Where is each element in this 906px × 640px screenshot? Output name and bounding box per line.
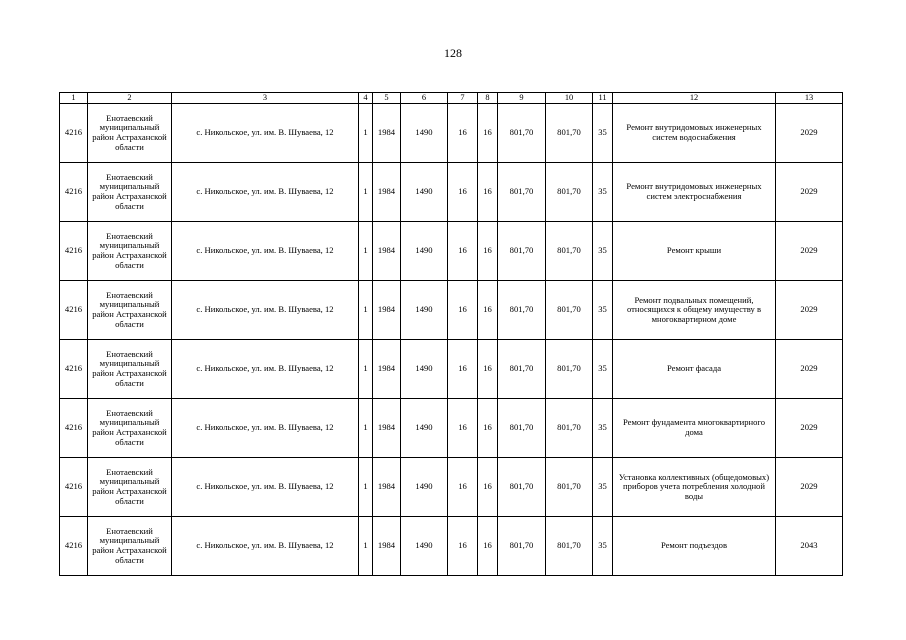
- col6-cell: 1490: [401, 340, 448, 399]
- col7-cell: 16: [448, 517, 478, 576]
- col4-cell: 1: [359, 104, 373, 163]
- district-cell: Енотаевский муниципальный район Астраханской области: [88, 340, 172, 399]
- table-row: [60, 340, 843, 399]
- header-cell: 1: [60, 93, 88, 104]
- address-cell: с. Никольское, ул. им. В. Шуваева, 12: [172, 458, 359, 517]
- col11-cell: 35: [593, 104, 613, 163]
- col6-cell: 1490: [401, 163, 448, 222]
- col9-cell: 801,70: [498, 399, 546, 458]
- code-cell: 4216: [60, 281, 88, 340]
- code-cell: 4216: [60, 399, 88, 458]
- address-cell: с. Никольское, ул. им. В. Шуваева, 12: [172, 104, 359, 163]
- col4-cell: 1: [359, 399, 373, 458]
- col9-cell: 801,70: [498, 458, 546, 517]
- year-cell: 2029: [776, 163, 843, 222]
- col9-cell: 801,70: [498, 222, 546, 281]
- year-cell: 2043: [776, 517, 843, 576]
- col9-cell: 801,70: [498, 104, 546, 163]
- col7-cell: 16: [448, 340, 478, 399]
- header-cell: 4: [359, 93, 373, 104]
- col10-cell: 801,70: [546, 104, 593, 163]
- col11-cell: 35: [593, 281, 613, 340]
- col5-cell: 1984: [373, 104, 401, 163]
- work-type-cell: Установка коллективных (общедомовых) приборов учета потребления холодной воды: [613, 458, 776, 517]
- header-row: [60, 93, 843, 104]
- registry-table: [59, 92, 843, 576]
- table-body: [60, 104, 843, 576]
- col4-cell: 1: [359, 222, 373, 281]
- col8-cell: 16: [478, 399, 498, 458]
- table-row: [60, 458, 843, 517]
- header-cell: 6: [401, 93, 448, 104]
- table-header: [60, 93, 843, 104]
- table-row: [60, 517, 843, 576]
- col8-cell: 16: [478, 458, 498, 517]
- col5-cell: 1984: [373, 458, 401, 517]
- work-type-cell: Ремонт крыши: [613, 222, 776, 281]
- col11-cell: 35: [593, 222, 613, 281]
- work-type-cell: Ремонт фундамента многоквартирного дома: [613, 399, 776, 458]
- col5-cell: 1984: [373, 340, 401, 399]
- col9-cell: 801,70: [498, 281, 546, 340]
- col7-cell: 16: [448, 458, 478, 517]
- col6-cell: 1490: [401, 458, 448, 517]
- col11-cell: 35: [593, 458, 613, 517]
- district-cell: Енотаевский муниципальный район Астраханской области: [88, 104, 172, 163]
- code-cell: 4216: [60, 340, 88, 399]
- col10-cell: 801,70: [546, 340, 593, 399]
- col9-cell: 801,70: [498, 517, 546, 576]
- col6-cell: 1490: [401, 517, 448, 576]
- col5-cell: 1984: [373, 399, 401, 458]
- header-cell: 3: [172, 93, 359, 104]
- work-type-cell: Ремонт внутридомовых инженерных систем водоснабжения: [613, 104, 776, 163]
- col5-cell: 1984: [373, 222, 401, 281]
- address-cell: с. Никольское, ул. им. В. Шуваева, 12: [172, 222, 359, 281]
- col8-cell: 16: [478, 163, 498, 222]
- code-cell: 4216: [60, 104, 88, 163]
- col10-cell: 801,70: [546, 458, 593, 517]
- col10-cell: 801,70: [546, 281, 593, 340]
- col11-cell: 35: [593, 517, 613, 576]
- address-cell: с. Никольское, ул. им. В. Шуваева, 12: [172, 163, 359, 222]
- code-cell: 4216: [60, 163, 88, 222]
- col5-cell: 1984: [373, 281, 401, 340]
- col6-cell: 1490: [401, 281, 448, 340]
- year-cell: 2029: [776, 399, 843, 458]
- col7-cell: 16: [448, 222, 478, 281]
- code-cell: 4216: [60, 222, 88, 281]
- col8-cell: 16: [478, 222, 498, 281]
- header-cell: 10: [546, 93, 593, 104]
- col4-cell: 1: [359, 340, 373, 399]
- col10-cell: 801,70: [546, 399, 593, 458]
- col10-cell: 801,70: [546, 517, 593, 576]
- col10-cell: 801,70: [546, 163, 593, 222]
- table-row: [60, 104, 843, 163]
- year-cell: 2029: [776, 281, 843, 340]
- work-type-cell: Ремонт подъездов: [613, 517, 776, 576]
- col6-cell: 1490: [401, 104, 448, 163]
- district-cell: Енотаевский муниципальный район Астраханской области: [88, 399, 172, 458]
- code-cell: 4216: [60, 517, 88, 576]
- col8-cell: 16: [478, 281, 498, 340]
- col8-cell: 16: [478, 104, 498, 163]
- col4-cell: 1: [359, 458, 373, 517]
- col5-cell: 1984: [373, 163, 401, 222]
- col11-cell: 35: [593, 340, 613, 399]
- table-row: [60, 399, 843, 458]
- table-row: [60, 163, 843, 222]
- table-row: [60, 281, 843, 340]
- address-cell: с. Никольское, ул. им. В. Шуваева, 12: [172, 340, 359, 399]
- address-cell: с. Никольское, ул. им. В. Шуваева, 12: [172, 399, 359, 458]
- work-type-cell: Ремонт фасада: [613, 340, 776, 399]
- header-cell: 12: [613, 93, 776, 104]
- year-cell: 2029: [776, 222, 843, 281]
- col6-cell: 1490: [401, 399, 448, 458]
- col7-cell: 16: [448, 399, 478, 458]
- header-cell: 9: [498, 93, 546, 104]
- header-cell: 7: [448, 93, 478, 104]
- year-cell: 2029: [776, 458, 843, 517]
- code-cell: 4216: [60, 458, 88, 517]
- col6-cell: 1490: [401, 222, 448, 281]
- col10-cell: 801,70: [546, 222, 593, 281]
- header-cell: 11: [593, 93, 613, 104]
- col8-cell: 16: [478, 517, 498, 576]
- col11-cell: 35: [593, 399, 613, 458]
- col11-cell: 35: [593, 163, 613, 222]
- work-type-cell: Ремонт внутридомовых инженерных систем электроснабжения: [613, 163, 776, 222]
- address-cell: с. Никольское, ул. им. В. Шуваева, 12: [172, 517, 359, 576]
- col4-cell: 1: [359, 517, 373, 576]
- header-cell: 8: [478, 93, 498, 104]
- col9-cell: 801,70: [498, 163, 546, 222]
- header-cell: 13: [776, 93, 843, 104]
- col4-cell: 1: [359, 281, 373, 340]
- table-row: [60, 222, 843, 281]
- header-cell: 5: [373, 93, 401, 104]
- district-cell: Енотаевский муниципальный район Астраханской области: [88, 517, 172, 576]
- district-cell: Енотаевский муниципальный район Астраханской области: [88, 281, 172, 340]
- district-cell: Енотаевский муниципальный район Астраханской области: [88, 458, 172, 517]
- address-cell: с. Никольское, ул. им. В. Шуваева, 12: [172, 281, 359, 340]
- col4-cell: 1: [359, 163, 373, 222]
- year-cell: 2029: [776, 340, 843, 399]
- page-number: 128: [444, 46, 462, 60]
- col9-cell: 801,70: [498, 340, 546, 399]
- work-type-cell: Ремонт подвальных помещений, относящихся к общему имуществу в многоквартирном доме: [613, 281, 776, 340]
- col7-cell: 16: [448, 281, 478, 340]
- col7-cell: 16: [448, 163, 478, 222]
- col7-cell: 16: [448, 104, 478, 163]
- district-cell: Енотаевский муниципальный район Астраханской области: [88, 222, 172, 281]
- district-cell: Енотаевский муниципальный район Астраханской области: [88, 163, 172, 222]
- header-cell: 2: [88, 93, 172, 104]
- col5-cell: 1984: [373, 517, 401, 576]
- year-cell: 2029: [776, 104, 843, 163]
- col8-cell: 16: [478, 340, 498, 399]
